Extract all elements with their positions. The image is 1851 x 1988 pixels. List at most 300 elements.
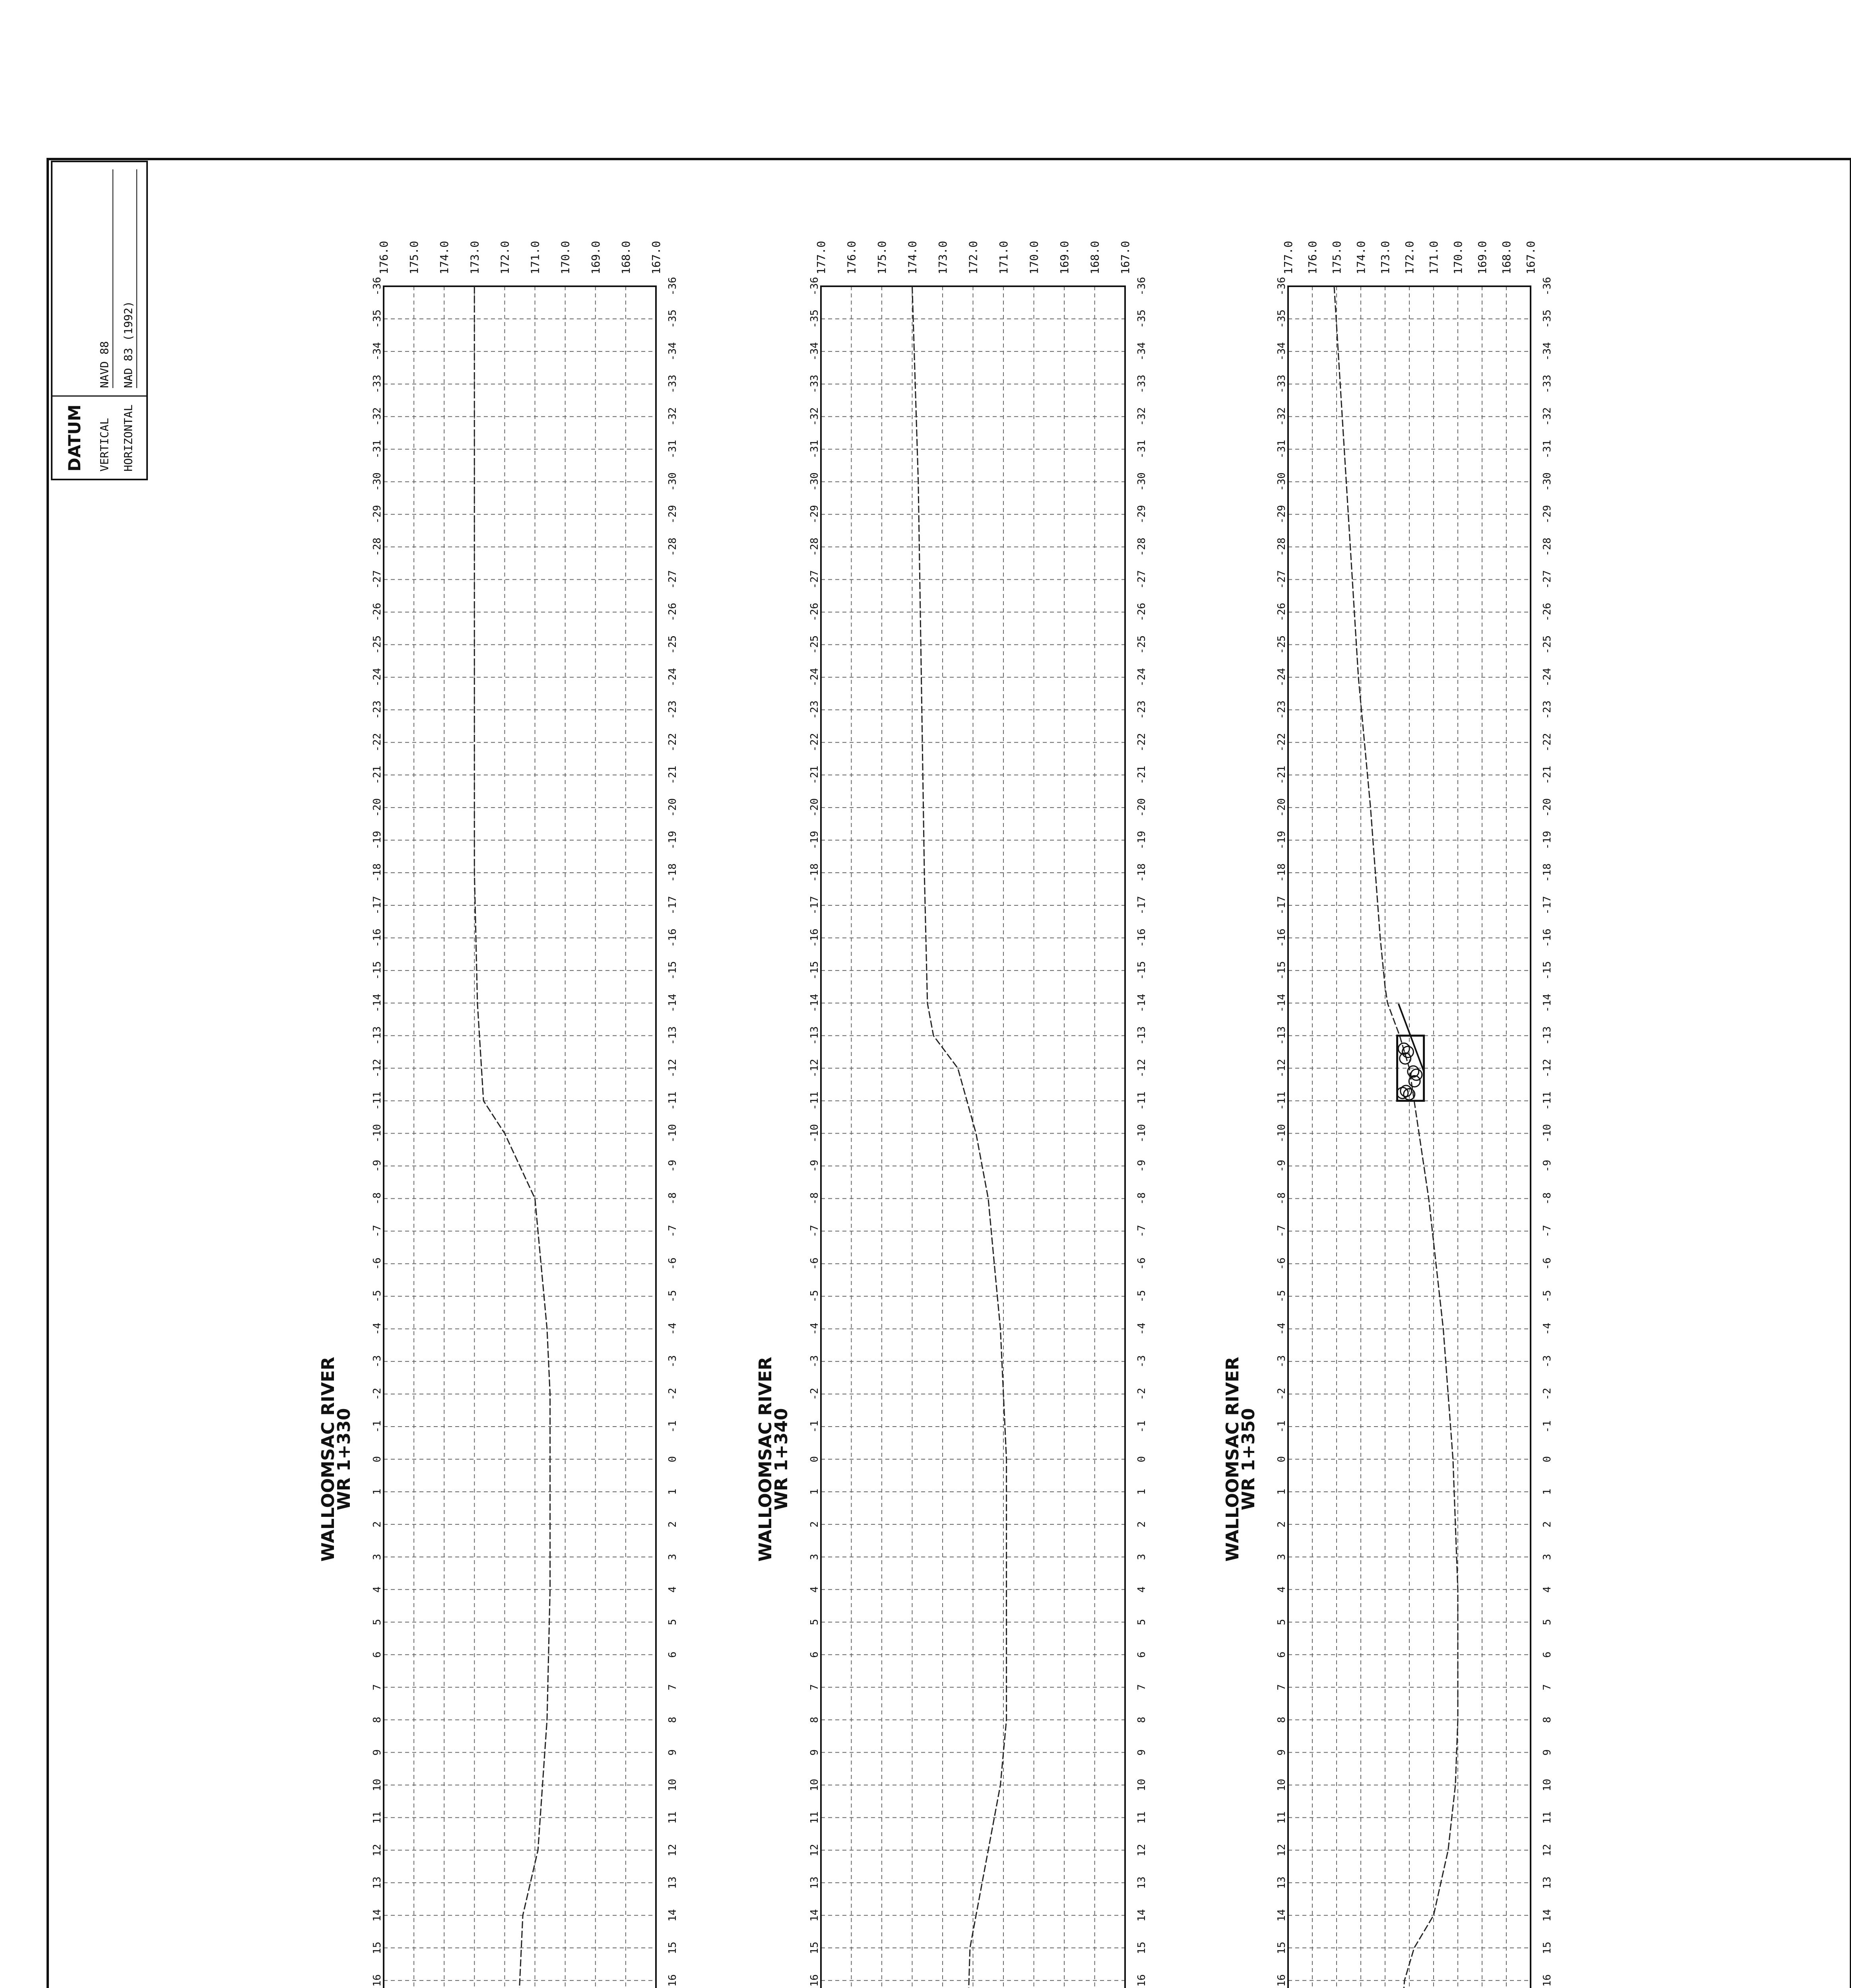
- station-tick-label-right: -7: [1541, 1225, 1553, 1238]
- station-tick-label-left: -25: [1276, 635, 1288, 654]
- station-tick-label-right: 2: [1541, 1521, 1553, 1528]
- station-tick-label-right: 12: [667, 1844, 679, 1856]
- station-tick-label-right: 9: [1541, 1749, 1553, 1756]
- station-tick-label-left: -1: [809, 1420, 821, 1433]
- station-tick-label-right: 10: [667, 1778, 679, 1792]
- station-tick-label-left: -26: [1276, 602, 1288, 621]
- station-tick-label-left: 14: [809, 1909, 821, 1922]
- elev-tick-label-top: 176.0: [377, 241, 390, 274]
- station-tick-label-left: -28: [809, 538, 821, 557]
- station-tick-label-right: 0: [1136, 1456, 1148, 1462]
- station-tick-label-left: -14: [809, 994, 821, 1013]
- station-tick-label-left: 8: [809, 1716, 821, 1723]
- station-tick-label-left: 5: [371, 1619, 383, 1625]
- station-tick-label-left: -7: [809, 1225, 821, 1238]
- elev-tick-label-top: 172.0: [966, 241, 980, 274]
- station-tick-label-right: -24: [667, 668, 679, 687]
- station-tick-label-right: -17: [1136, 896, 1148, 915]
- station-tick-label-right: 12: [1136, 1844, 1148, 1856]
- station-tick-label-left: 6: [1276, 1651, 1288, 1658]
- station-tick-label-right: -22: [667, 733, 679, 752]
- station-tick-label-right: -25: [1136, 635, 1148, 654]
- elev-tick-label-top: 173.0: [1379, 241, 1392, 274]
- elev-tick-label-top: 167.0: [1524, 241, 1537, 274]
- station-tick-label-right: 15: [1136, 1941, 1148, 1954]
- station-tick-label-right: 10: [1541, 1778, 1553, 1792]
- elev-tick-label-top: 167.0: [1119, 241, 1132, 274]
- station-tick-label-right: -5: [667, 1290, 679, 1303]
- station-tick-label-right: -12: [667, 1059, 679, 1078]
- station-tick-label-left: 13: [1276, 1876, 1288, 1889]
- station-tick-label-right: -28: [667, 538, 679, 557]
- station-tick-label-right: -12: [1136, 1059, 1148, 1078]
- station-tick-label-left: -28: [371, 538, 383, 557]
- station-tick-label-left: -35: [809, 309, 821, 328]
- station-tick-label-left: -24: [1276, 668, 1288, 687]
- station-tick-label-left: -23: [1276, 700, 1288, 719]
- station-tick-label-right: -19: [1541, 831, 1553, 850]
- station-tick-label-right: -2: [667, 1388, 679, 1400]
- station-tick-label-right: 5: [1541, 1619, 1553, 1625]
- station-tick-label-right: -21: [1136, 765, 1148, 784]
- elev-tick-label-top: 174.0: [906, 241, 919, 274]
- station-tick-label-left: 7: [371, 1684, 383, 1691]
- station-tick-label-right: 16: [1136, 1974, 1148, 1987]
- station-tick-label-right: -24: [1136, 668, 1148, 687]
- station-tick-label-right: -31: [667, 440, 679, 459]
- station-tick-label-right: 16: [1541, 1974, 1553, 1987]
- station-tick-label-left: -2: [1276, 1388, 1288, 1400]
- station-tick-label-left: -35: [371, 309, 383, 328]
- station-tick-label-right: -6: [667, 1257, 679, 1270]
- station-tick-label-left: 2: [809, 1521, 821, 1528]
- station-tick-label-left: 12: [809, 1844, 821, 1856]
- station-tick-label-right: -20: [1136, 798, 1148, 817]
- station-tick-label-right: -1: [1136, 1420, 1148, 1433]
- station-tick-label-right: -34: [667, 342, 679, 361]
- section-title: WR 1+340: [771, 1408, 792, 1510]
- station-tick-label-left: 2: [1276, 1521, 1288, 1528]
- station-tick-label-left: -3: [1276, 1355, 1288, 1368]
- station-tick-label-left: -15: [1276, 961, 1288, 980]
- station-tick-label-left: -9: [809, 1159, 821, 1173]
- station-tick-label-left: 11: [371, 1811, 383, 1824]
- station-tick-label-right: -18: [1136, 863, 1148, 882]
- station-tick-label-right: 13: [1136, 1876, 1148, 1889]
- station-tick-label-right: 8: [1136, 1716, 1148, 1723]
- station-tick-label-left: 0: [809, 1456, 821, 1462]
- station-tick-label-right: -4: [1541, 1322, 1553, 1335]
- station-tick-label-right: -19: [1136, 831, 1148, 850]
- station-tick-label-right: -30: [667, 472, 679, 491]
- station-tick-label-right: 11: [1136, 1811, 1148, 1824]
- station-tick-label-right: -14: [1136, 994, 1148, 1013]
- station-tick-label-right: -31: [1541, 440, 1553, 459]
- station-tick-label-right: -33: [1541, 375, 1553, 394]
- station-tick-label-right: 4: [1541, 1586, 1553, 1593]
- station-tick-label-left: 14: [371, 1909, 383, 1922]
- station-tick-label-left: -19: [371, 831, 383, 850]
- station-tick-label-left: 9: [371, 1749, 383, 1756]
- station-tick-label-left: -2: [371, 1388, 383, 1400]
- station-tick-label-right: 3: [1136, 1554, 1148, 1560]
- station-tick-label-right: 14: [1136, 1909, 1148, 1922]
- station-tick-label-left: 4: [371, 1586, 383, 1593]
- station-tick-label-right: -23: [667, 700, 679, 719]
- station-tick-label-right: -11: [1136, 1091, 1148, 1110]
- station-tick-label-left: 15: [1276, 1941, 1288, 1954]
- elev-tick-label-top: 173.0: [936, 241, 949, 274]
- station-tick-label-left: -25: [371, 635, 383, 654]
- station-tick-label-right: -36: [1541, 277, 1553, 296]
- station-tick-label-left: -20: [809, 798, 821, 817]
- station-tick-label-left: -5: [809, 1290, 821, 1303]
- elev-tick-label-top: 167.0: [650, 241, 663, 274]
- station-tick-label-left: -28: [1276, 538, 1288, 557]
- station-tick-label-right: -3: [1541, 1355, 1553, 1368]
- elev-tick-label-top: 171.0: [528, 241, 542, 274]
- station-tick-label-right: 4: [1136, 1586, 1148, 1593]
- station-tick-label-right: 11: [1541, 1811, 1553, 1824]
- station-tick-label-right: -32: [667, 407, 679, 426]
- station-tick-label-left: -12: [1276, 1059, 1288, 1078]
- station-tick-label-left: -14: [1276, 994, 1288, 1013]
- station-tick-label-left: -17: [1276, 896, 1288, 915]
- station-tick-label-left: -3: [809, 1355, 821, 1368]
- elev-tick-label-top: 169.0: [1476, 241, 1489, 274]
- elev-tick-label-top: 175.0: [875, 241, 889, 274]
- station-tick-label-left: 7: [1276, 1684, 1288, 1691]
- station-tick-label-right: -15: [1541, 961, 1553, 980]
- station-tick-label-right: -32: [1541, 407, 1553, 426]
- station-tick-label-right: -17: [1541, 896, 1553, 915]
- station-tick-label-right: 7: [1136, 1684, 1148, 1691]
- station-tick-label-left: -18: [809, 863, 821, 882]
- station-tick-label-left: 15: [371, 1941, 383, 1954]
- station-tick-label-left: 10: [809, 1778, 821, 1792]
- station-tick-label-left: 12: [1276, 1844, 1288, 1856]
- station-tick-label-right: -25: [667, 635, 679, 654]
- station-tick-label-left: -27: [1276, 570, 1288, 589]
- station-tick-label-left: -8: [1276, 1192, 1288, 1205]
- station-tick-label-left: -4: [371, 1322, 383, 1335]
- station-tick-label-right: 1: [1541, 1489, 1553, 1495]
- station-tick-label-right: -30: [1541, 472, 1553, 491]
- station-tick-label-left: -8: [809, 1192, 821, 1205]
- station-tick-label-left: -13: [809, 1026, 821, 1045]
- station-tick-label-right: -15: [1136, 961, 1148, 980]
- station-tick-label-left: -21: [809, 765, 821, 784]
- station-tick-label-right: -27: [667, 570, 679, 589]
- station-tick-label-right: 15: [1541, 1941, 1553, 1954]
- station-tick-label-right: -28: [1136, 538, 1148, 557]
- station-tick-label-left: -10: [1276, 1124, 1288, 1143]
- station-tick-label-right: -5: [1541, 1290, 1553, 1303]
- station-tick-label-right: -32: [1136, 407, 1148, 426]
- station-tick-label-right: -9: [1541, 1159, 1553, 1173]
- station-tick-label-right: 2: [1136, 1521, 1148, 1528]
- station-tick-label-left: -22: [371, 733, 383, 752]
- station-tick-label-right: 1: [667, 1489, 679, 1495]
- station-tick-label-right: -8: [667, 1192, 679, 1205]
- station-tick-label-right: 6: [667, 1651, 679, 1658]
- station-tick-label-right: -3: [667, 1355, 679, 1368]
- station-tick-label-right: 6: [1136, 1651, 1148, 1658]
- station-tick-label-left: -29: [1276, 505, 1288, 524]
- section-subtitle: WALLOOMSAC RIVER: [318, 1357, 338, 1562]
- station-tick-label-right: -29: [1136, 505, 1148, 524]
- station-tick-label-right: 5: [667, 1619, 679, 1625]
- elev-tick-label-top: 168.0: [1088, 241, 1102, 274]
- elev-tick-label-top: 172.0: [1403, 241, 1416, 274]
- elev-tick-label-top: 177.0: [1282, 241, 1295, 274]
- station-tick-label-left: -22: [809, 733, 821, 752]
- section-subtitle: WALLOOMSAC RIVER: [755, 1357, 776, 1562]
- station-tick-label-left: 13: [371, 1876, 383, 1889]
- station-tick-label-left: -11: [809, 1091, 821, 1110]
- station-tick-label-left: -17: [809, 896, 821, 915]
- station-tick-label-right: -7: [1136, 1225, 1148, 1238]
- station-tick-label-right: -35: [1136, 309, 1148, 328]
- station-tick-label-left: -16: [809, 928, 821, 947]
- station-tick-label-left: -25: [809, 635, 821, 654]
- datum-vertical-label: VERTICAL: [98, 418, 111, 472]
- station-tick-label-left: 0: [371, 1456, 383, 1462]
- station-tick-label-left: 8: [371, 1716, 383, 1723]
- section-title: WR 1+330: [334, 1408, 354, 1510]
- station-tick-label-left: -18: [1276, 863, 1288, 882]
- station-tick-label-left: 10: [1276, 1778, 1288, 1792]
- elev-tick-label-top: 173.0: [468, 241, 481, 274]
- elev-tick-label-top: 169.0: [589, 241, 602, 274]
- station-tick-label-left: 16: [809, 1974, 821, 1987]
- elev-tick-label-top: 170.0: [1027, 241, 1041, 274]
- station-tick-label-left: -6: [809, 1257, 821, 1270]
- station-tick-label-right: 8: [667, 1716, 679, 1723]
- station-tick-label-right: -36: [667, 277, 679, 296]
- station-tick-label-left: -12: [809, 1059, 821, 1078]
- station-tick-label-right: -8: [1541, 1192, 1553, 1205]
- station-tick-label-right: -13: [667, 1026, 679, 1045]
- station-tick-label-right: -31: [1136, 440, 1148, 459]
- station-tick-label-left: -29: [371, 505, 383, 524]
- station-tick-label-right: -23: [1541, 700, 1553, 719]
- station-tick-label-right: -33: [667, 375, 679, 394]
- station-tick-label-left: -11: [1276, 1091, 1288, 1110]
- station-tick-label-right: -35: [667, 309, 679, 328]
- station-tick-label-left: 8: [1276, 1716, 1288, 1723]
- elev-tick-label-top: 170.0: [1451, 241, 1465, 274]
- station-tick-label-right: -12: [1541, 1059, 1553, 1078]
- station-tick-label-right: -33: [1136, 375, 1148, 394]
- station-tick-label-right: 11: [667, 1811, 679, 1824]
- station-tick-label-left: -9: [1276, 1159, 1288, 1173]
- station-tick-label-right: -17: [667, 896, 679, 915]
- station-tick-label-right: 16: [667, 1974, 679, 1987]
- station-tick-label-right: -14: [1541, 994, 1553, 1013]
- elev-tick-label-top: 174.0: [438, 241, 451, 274]
- station-tick-label-right: -22: [1541, 733, 1553, 752]
- station-tick-label-left: -22: [1276, 733, 1288, 752]
- station-tick-label-right: -34: [1136, 342, 1148, 361]
- station-tick-label-right: -10: [1541, 1124, 1553, 1143]
- station-tick-label-right: -4: [667, 1322, 679, 1335]
- station-tick-label-left: -35: [1276, 309, 1288, 328]
- station-tick-label-right: 2: [667, 1521, 679, 1528]
- station-tick-label-right: -6: [1136, 1257, 1148, 1270]
- station-tick-label-left: -36: [809, 277, 821, 296]
- station-tick-label-right: -3: [1136, 1355, 1148, 1368]
- station-tick-label-left: -20: [1276, 798, 1288, 817]
- station-tick-label-left: -8: [371, 1192, 383, 1205]
- station-tick-label-left: 1: [1276, 1489, 1288, 1495]
- station-tick-label-right: 12: [1541, 1844, 1553, 1856]
- station-tick-label-left: -19: [1276, 831, 1288, 850]
- station-tick-label-left: 0: [1276, 1456, 1288, 1462]
- station-tick-label-left: -32: [371, 407, 383, 426]
- station-tick-label-left: -4: [1276, 1322, 1288, 1335]
- station-tick-label-left: -26: [371, 602, 383, 621]
- station-tick-label-right: -19: [667, 831, 679, 850]
- station-tick-label-left: -32: [1276, 407, 1288, 426]
- station-tick-label-left: -10: [371, 1124, 383, 1143]
- station-tick-label-right: -24: [1541, 668, 1553, 687]
- station-tick-label-right: -2: [1541, 1388, 1553, 1400]
- station-tick-label-left: -7: [1276, 1225, 1288, 1238]
- station-tick-label-left: -31: [809, 440, 821, 459]
- station-tick-label-left: -23: [809, 700, 821, 719]
- station-tick-label-left: -13: [371, 1026, 383, 1045]
- station-tick-label-right: -18: [1541, 863, 1553, 882]
- station-tick-label-left: 6: [809, 1651, 821, 1658]
- station-tick-label-right: -20: [667, 798, 679, 817]
- station-tick-label-left: -32: [809, 407, 821, 426]
- station-tick-label-right: 7: [667, 1684, 679, 1691]
- station-tick-label-right: 1: [1136, 1489, 1148, 1495]
- elev-tick-label-top: 176.0: [845, 241, 858, 274]
- station-tick-label-right: -16: [667, 928, 679, 947]
- station-tick-label-right: -14: [667, 994, 679, 1013]
- station-tick-label-right: 15: [667, 1941, 679, 1954]
- elev-tick-label-top: 175.0: [1330, 241, 1343, 274]
- station-tick-label-left: -36: [1276, 277, 1288, 296]
- station-tick-label-left: 9: [1276, 1749, 1288, 1756]
- station-tick-label-left: -13: [1276, 1026, 1288, 1045]
- station-tick-label-right: -29: [667, 505, 679, 524]
- station-tick-label-left: -36: [371, 277, 383, 296]
- station-tick-label-right: -27: [1541, 570, 1553, 589]
- station-tick-label-left: 16: [371, 1974, 383, 1987]
- station-tick-label-left: -29: [809, 505, 821, 524]
- station-tick-label-left: -11: [371, 1091, 383, 1110]
- station-tick-label-left: -2: [809, 1388, 821, 1400]
- station-tick-label-right: 6: [1541, 1651, 1553, 1658]
- station-tick-label-left: 12: [371, 1844, 383, 1856]
- station-tick-label-right: -5: [1136, 1290, 1148, 1303]
- station-tick-label-left: 9: [809, 1749, 821, 1756]
- station-tick-label-left: -15: [371, 961, 383, 980]
- elev-tick-label-top: 168.0: [619, 241, 633, 274]
- station-tick-label-right: 9: [667, 1749, 679, 1756]
- station-tick-label-left: -4: [809, 1322, 821, 1335]
- station-tick-label-left: -12: [371, 1059, 383, 1078]
- section-subtitle: WALLOOMSAC RIVER: [1222, 1357, 1243, 1562]
- elev-tick-label-top: 169.0: [1058, 241, 1071, 274]
- station-tick-label-left: 13: [809, 1876, 821, 1889]
- elev-tick-label-top: 172.0: [498, 241, 512, 274]
- station-tick-label-left: -33: [371, 375, 383, 394]
- station-tick-label-left: 1: [809, 1489, 821, 1495]
- station-tick-label-left: -24: [371, 668, 383, 687]
- station-tick-label-right: -2: [1136, 1388, 1148, 1400]
- station-tick-label-left: -15: [809, 961, 821, 980]
- station-tick-label-left: -30: [809, 472, 821, 491]
- station-tick-label-left: -31: [1276, 440, 1288, 459]
- station-tick-label-left: 4: [809, 1586, 821, 1593]
- station-tick-label-left: -33: [809, 375, 821, 394]
- datum-heading: DATUM: [65, 404, 84, 472]
- station-tick-label-left: -9: [371, 1159, 383, 1173]
- station-tick-label-right: 0: [667, 1456, 679, 1462]
- station-tick-label-right: -30: [1136, 472, 1148, 491]
- station-tick-label-right: 3: [1541, 1554, 1553, 1560]
- station-tick-label-left: -1: [371, 1420, 383, 1433]
- station-tick-label-left: 7: [809, 1684, 821, 1691]
- station-tick-label-right: -26: [1541, 602, 1553, 621]
- station-tick-label-left: -24: [809, 668, 821, 687]
- station-tick-label-left: -27: [371, 570, 383, 589]
- station-tick-label-left: -14: [371, 994, 383, 1013]
- station-tick-label-left: 10: [371, 1778, 383, 1792]
- station-tick-label-left: -34: [1276, 342, 1288, 361]
- datum-horizontal-label: HORIZONTAL: [122, 404, 135, 472]
- station-tick-label-left: -30: [371, 472, 383, 491]
- station-tick-label-right: 13: [667, 1876, 679, 1889]
- station-tick-label-right: 14: [1541, 1909, 1553, 1922]
- station-tick-label-right: -15: [667, 961, 679, 980]
- station-tick-label-left: -7: [371, 1225, 383, 1238]
- station-tick-label-right: -7: [667, 1225, 679, 1238]
- station-tick-label-right: -36: [1136, 277, 1148, 296]
- station-tick-label-left: 2: [371, 1521, 383, 1528]
- station-tick-label-left: -19: [809, 831, 821, 850]
- station-tick-label-left: -26: [809, 602, 821, 621]
- station-tick-label-right: -16: [1136, 928, 1148, 947]
- station-tick-label-right: -21: [1541, 765, 1553, 784]
- elev-tick-label-top: 174.0: [1354, 241, 1368, 274]
- station-tick-label-right: 5: [1136, 1619, 1148, 1625]
- datum-vertical-value: NAVD 88: [98, 341, 111, 388]
- elev-tick-label-top: 176.0: [1306, 241, 1319, 274]
- elev-tick-label-top: 168.0: [1500, 241, 1513, 274]
- station-tick-label-left: -21: [1276, 765, 1288, 784]
- station-tick-label-left: -21: [371, 765, 383, 784]
- station-tick-label-left: -23: [371, 700, 383, 719]
- station-tick-label-left: -31: [371, 440, 383, 459]
- station-tick-label-right: -29: [1541, 505, 1553, 524]
- station-tick-label-right: -9: [667, 1159, 679, 1173]
- station-tick-label-right: -1: [1541, 1420, 1553, 1433]
- station-tick-label-right: -22: [1136, 733, 1148, 752]
- station-tick-label-left: -10: [809, 1124, 821, 1143]
- station-tick-label-left: -5: [1276, 1290, 1288, 1303]
- station-tick-label-right: -4: [1136, 1322, 1148, 1335]
- station-tick-label-right: -11: [667, 1091, 679, 1110]
- station-tick-label-right: -25: [1541, 635, 1553, 654]
- station-tick-label-left: 3: [371, 1554, 383, 1560]
- station-tick-label-right: -10: [667, 1124, 679, 1143]
- station-tick-label-left: 1: [371, 1489, 383, 1495]
